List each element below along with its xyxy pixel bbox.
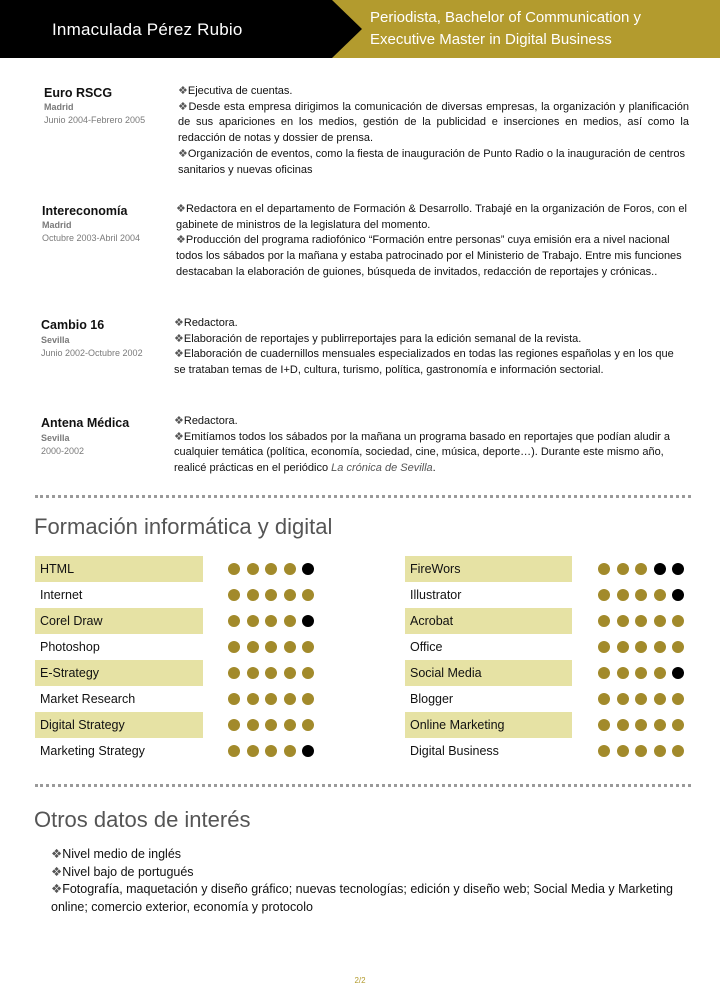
job-city: Sevilla [41,335,70,345]
skill-dot-empty [302,745,314,757]
header-bar [0,0,720,58]
skill-dot-filled [302,641,314,653]
skill-dot-filled [598,615,610,627]
job-bullet: ❖Elaboración de cuadernillos mensuales especializados en todas las regiones españolas y en los que se trataban temas de I+D, cultura, turismo, política, gastronomía e información sectorial. [174,348,674,377]
skill-dot-filled [265,589,277,601]
skill-dot-filled [284,589,296,601]
job-company: Antena Médica [41,416,130,430]
skill-dot-filled [598,589,610,601]
skill-dot-filled [635,719,647,731]
skill-name: Digital Business [410,744,499,758]
skill-name: Acrobat [405,608,572,634]
skill-level-dots [598,615,684,627]
skill-dot-filled [247,615,259,627]
skill-name: FireWors [405,556,572,582]
skill-name: Digital Strategy [35,712,203,738]
job-bullet: ❖Producción del programa radiofónico “Formación entre personas” cuya emisión era a nivel nacional todos los sábados por la mañana y estaba patrocinado por el Ministerio de Trabajo. Entre mis funciones destacaban la elaboración de guiones, búsqueda de invitados, redacción de reportajes y crónicas.. [176,234,682,278]
bullet-icon: ❖ [51,864,63,879]
skill-row [405,556,688,582]
skill-dot-filled [284,641,296,653]
bullet-icon: ❖ [176,234,186,247]
skill-name: Online Marketing [405,712,572,738]
job-dates: Junio 2002-Octubre 2002 [41,348,143,358]
skill-dot-filled [302,719,314,731]
tagline-line-1: Periodista, Bachelor of Communication y [370,9,641,26]
skill-dot-empty [302,615,314,627]
skill-row [405,582,688,608]
skill-dot-empty [672,589,684,601]
skill-dot-empty [654,563,666,575]
skill-dot-filled [265,615,277,627]
bullet-icon: ❖ [51,882,63,896]
skill-dot-filled [302,693,314,705]
skill-level-dots [598,641,684,653]
skill-dot-filled [228,641,240,653]
skill-row [405,634,688,660]
skill-dot-filled [284,719,296,731]
skill-row [405,660,688,686]
bullet-icon: ❖ [51,847,63,861]
skill-name: Illustrator [410,588,462,602]
skill-dot-filled [247,745,259,757]
section-divider [35,495,691,498]
skill-dot-filled [228,615,240,627]
skill-level-dots [598,563,684,575]
skill-dot-empty [672,563,684,575]
skill-level-dots [598,719,684,731]
skill-dot-filled [598,563,610,575]
skill-dot-filled [302,589,314,601]
job-company: Cambio 16 [41,318,105,332]
skill-dot-filled [635,615,647,627]
skill-row [35,712,318,738]
job-city: Madrid [42,220,72,230]
skill-dot-filled [598,719,610,731]
skill-dot-filled [654,641,666,653]
skill-row [405,712,688,738]
skill-dot-filled [617,745,629,757]
skill-level-dots [228,641,314,653]
skill-row [35,686,318,712]
skill-level-dots [228,589,314,601]
job-city: Sevilla [41,433,70,443]
bullet-icon: ❖ [178,100,189,113]
skill-dot-filled [228,719,240,731]
skill-dot-filled [247,563,259,575]
skill-dot-filled [598,667,610,679]
skill-dot-filled [247,641,259,653]
skill-row [405,686,688,712]
job-dates: Junio 2004-Febrero 2005 [44,115,146,125]
skill-row [35,738,318,764]
skill-dot-filled [635,589,647,601]
job-bullet: ❖Elaboración de reportajes y publirreportajes para la edición semanal de la revista. [174,332,582,345]
skill-dot-filled [672,693,684,705]
skill-dot-filled [302,667,314,679]
job-bullet: ❖Redactora. [174,317,238,329]
skill-dot-filled [265,667,277,679]
skill-name: Blogger [410,692,454,706]
skill-dot-filled [617,719,629,731]
skill-dot-filled [247,719,259,731]
skill-name: Market Research [40,692,136,706]
skill-dot-filled [617,641,629,653]
skill-dot-filled [284,745,296,757]
skill-dot-filled [654,589,666,601]
skill-dot-filled [284,563,296,575]
skill-name: Office [410,640,443,654]
skills-section-title: Formación informática y digital [34,514,333,539]
skill-dot-filled [635,745,647,757]
skill-row [35,608,318,634]
job-bullet: ❖Emitíamos todos los sábados por la mañana un programa basado en reportajes que podían aludir a cualquier temática (política, economía, sociedad, cine, música, deporte…). Durante este mismo año, realicé prácticas en el periódico La crónica de Sevilla. [174,430,671,475]
skill-level-dots [228,667,314,679]
other-info-list [51,846,691,916]
skill-dot-filled [654,719,666,731]
skill-dot-filled [635,641,647,653]
skill-dot-filled [265,745,277,757]
newspaper-name: La crónica de Sevilla [331,462,433,475]
skill-dot-filled [598,641,610,653]
skill-dot-filled [228,745,240,757]
skill-level-dots [228,693,314,705]
skill-dot-filled [247,667,259,679]
job-bullet: ❖Redactora. [174,415,238,427]
job-bullet: ❖Ejecutiva de cuentas. [178,85,293,97]
skill-dot-filled [654,615,666,627]
skill-dot-filled [635,667,647,679]
bullet-icon: ❖ [174,415,184,427]
bullet-icon: ❖ [174,430,184,443]
skill-dot-filled [598,693,610,705]
skill-dot-filled [265,719,277,731]
job-company: Euro RSCG [44,86,113,100]
skill-row [35,660,318,686]
skill-row [405,738,688,764]
list-item: ❖Nivel bajo de portugués [51,864,194,879]
skill-dot-filled [617,693,629,705]
job-company: Intereconomía [42,204,128,218]
page-number: 2/2 [354,976,366,985]
bullet-icon: ❖ [178,85,188,97]
skill-dot-filled [635,563,647,575]
skill-dot-filled [284,667,296,679]
list-item: ❖Nivel medio de inglés [51,847,182,861]
tagline-line-2: Executive Master in Digital Business [370,31,612,48]
skill-dot-filled [635,693,647,705]
tagline [370,7,641,51]
skill-name: Marketing Strategy [40,744,145,758]
person-name: Inmaculada Pérez Rubio [52,20,243,39]
skill-name: Photoshop [40,640,100,654]
job-description [176,202,687,281]
bullet-icon: ❖ [176,203,186,215]
other-section-title: Otros datos de interés [34,807,251,832]
skill-dot-empty [672,667,684,679]
skill-level-dots [598,745,684,757]
skill-name: E-Strategy [35,660,203,686]
bullet-icon: ❖ [174,332,184,345]
skill-row [35,582,318,608]
skill-level-dots [228,615,314,627]
job-bullet: ❖Desde esta empresa dirigimos la comunicación de diversas empresas, la organización y planificación de sus apariciones en los medios, gestión de la publicidad e inserciones en medios, así como la redacción de notas y dossier de prensa. [178,100,689,145]
skill-dot-filled [284,615,296,627]
skill-row [35,556,318,582]
skill-dot-filled [617,667,629,679]
skill-dot-filled [284,693,296,705]
job-city: Madrid [44,102,74,112]
skill-dot-filled [228,563,240,575]
job-description [178,84,689,178]
skill-dot-filled [672,641,684,653]
list-item: ❖Fotografía, maquetación y diseño gráfico; nuevas tecnologías; edición y diseño web; Social Media y Marketing online; comercio exterior, economía y protocolo [51,882,673,914]
job-dates: Octubre 2003-Abril 2004 [42,233,141,243]
skill-name: Social Media [405,660,572,686]
skill-dot-empty [302,563,314,575]
skill-level-dots [598,589,684,601]
job-description [174,316,685,379]
bullet-icon: ❖ [174,348,184,361]
skill-level-dots [228,719,314,731]
skill-row [405,608,688,634]
skill-dot-filled [617,563,629,575]
skill-dot-filled [265,693,277,705]
skill-name: Corel Draw [35,608,203,634]
skill-dot-filled [247,589,259,601]
skill-dot-filled [247,693,259,705]
skill-dot-filled [228,693,240,705]
skill-dot-filled [672,745,684,757]
skill-level-dots [598,667,684,679]
skill-dot-filled [672,615,684,627]
skill-dot-filled [654,693,666,705]
skill-dot-filled [617,589,629,601]
skill-name: HTML [35,556,203,582]
skill-dot-filled [654,667,666,679]
skill-dot-filled [265,641,277,653]
job-bullet: ❖Redactora en el departamento de Formación & Desarrollo. Trabajé en la organización de Foros, con el gabinete de ministros de la legislatura del momento. [176,203,687,231]
bullet-icon: ❖ [178,147,188,160]
section-divider [35,784,691,787]
skill-dot-filled [617,615,629,627]
skill-dot-filled [228,589,240,601]
skill-dot-filled [265,563,277,575]
skill-dot-filled [228,667,240,679]
job-dates: 2000-2002 [41,446,85,456]
skill-row [35,634,318,660]
skill-dot-filled [598,745,610,757]
skill-dot-filled [654,745,666,757]
job-description [174,414,685,477]
skill-level-dots [228,563,314,575]
skill-name: Internet [40,588,83,602]
skill-level-dots [228,745,314,757]
job-bullet: ❖Organización de eventos, como la fiesta de inauguración de Punto Radio o la inauguración de centros sanitarios y nuevas oficinas [178,147,686,176]
bullet-icon: ❖ [174,317,184,329]
skill-level-dots [598,693,684,705]
skill-dot-filled [672,719,684,731]
